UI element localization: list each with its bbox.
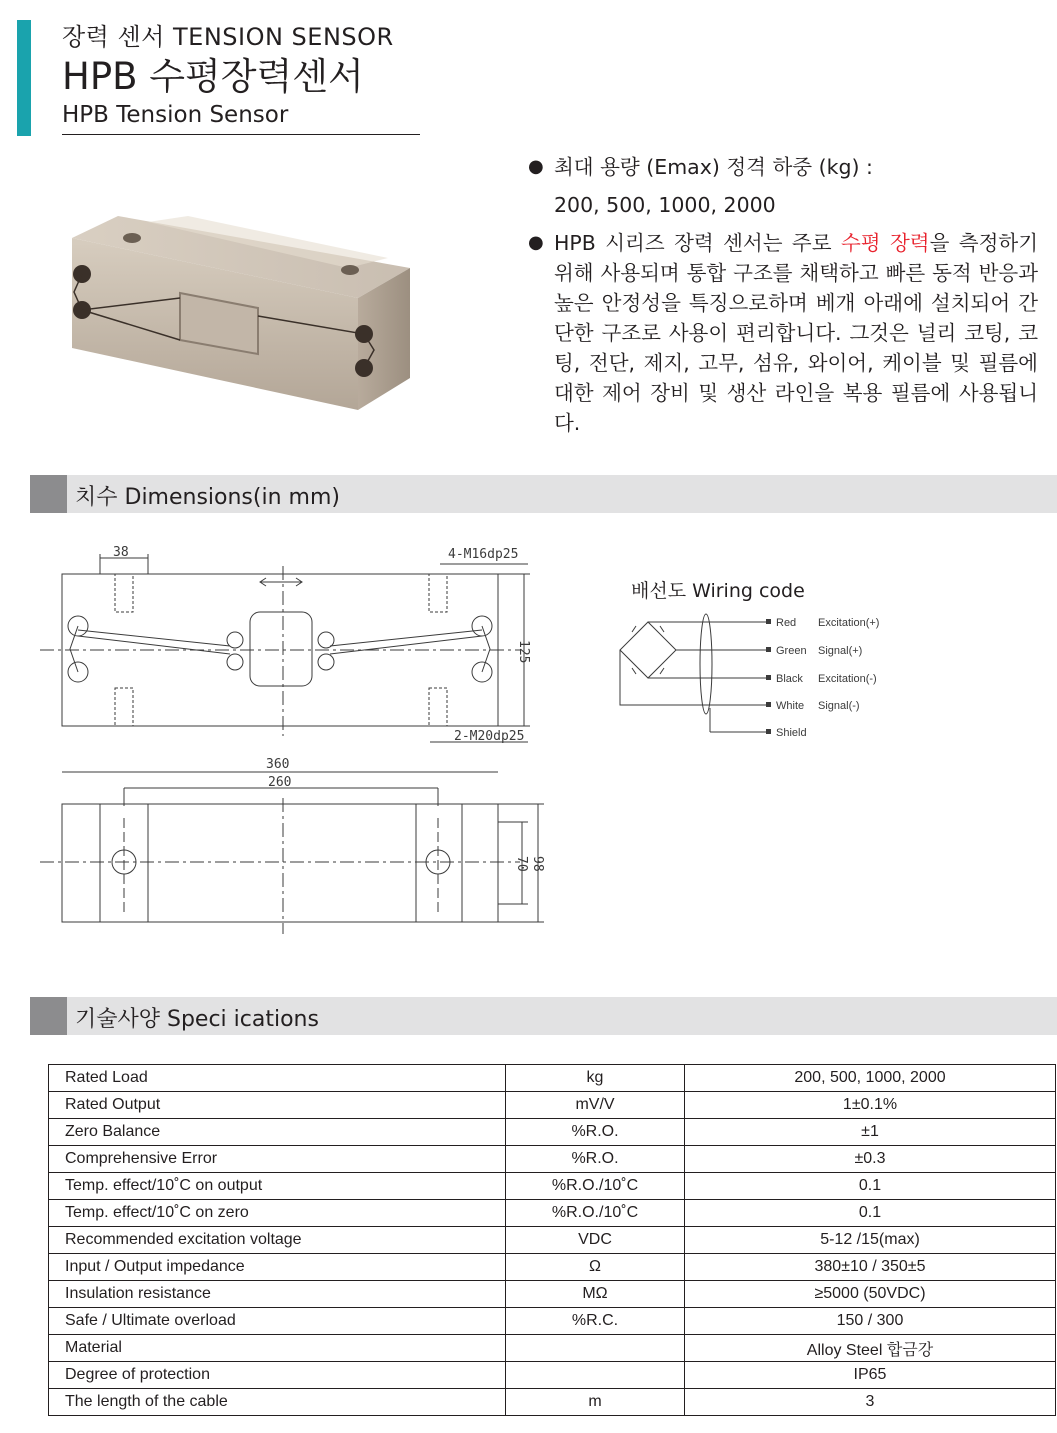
spec-param: Temp. effect/10˚C on output: [49, 1173, 506, 1200]
spec-table: [48, 1064, 1056, 1416]
spec-param: Input / Output impedance: [49, 1254, 506, 1281]
table-row: [49, 1146, 1056, 1173]
wire-label-function: Excitation(-): [818, 673, 877, 685]
spec-unit: VDC: [506, 1227, 685, 1254]
dim-98: 98: [530, 856, 545, 872]
section-tab: [30, 997, 67, 1035]
wire-label-color: Red: [776, 617, 797, 629]
category-label: 장력 센서 TENSION SENSOR: [62, 23, 394, 51]
spec-value: ≥5000 (50VDC): [685, 1281, 1056, 1308]
dim-38: 38: [113, 545, 129, 560]
spec-value: 0.1: [685, 1200, 1056, 1227]
table-row: [49, 1335, 1056, 1362]
spec-value: 150 / 300: [685, 1308, 1056, 1335]
capacity-item: [528, 152, 1038, 182]
spec-value: ±1: [685, 1119, 1056, 1146]
spec-value: Alloy Steel 합금강: [685, 1335, 1056, 1362]
table-row: [49, 1281, 1056, 1308]
capacity-label: 최대 용량 (Emax) 정격 하중 (kg) :: [554, 155, 873, 179]
header-rule: [62, 134, 420, 135]
table-row: [49, 1389, 1056, 1416]
wire-label-function: Signal(-): [818, 700, 860, 712]
spec-value: IP65: [685, 1362, 1056, 1389]
spec-param: Insulation resistance: [49, 1281, 506, 1308]
table-row: [49, 1173, 1056, 1200]
table-row: [49, 1362, 1056, 1389]
page-title: HPB 수평장력센서: [62, 55, 364, 98]
section-header-dimensions: [30, 475, 1057, 513]
dim-360: 360: [266, 757, 290, 772]
table-row: [49, 1092, 1056, 1119]
spec-unit: %R.O./10˚C: [506, 1173, 685, 1200]
spec-unit: %R.O.: [506, 1146, 685, 1173]
thread-bottom: 2-M20dp25: [454, 729, 525, 744]
wire-label-color: White: [776, 700, 805, 712]
description-text-pre: HPB 시리즈 장력 센서는 주로: [554, 231, 841, 255]
spec-param: Rated Output: [49, 1092, 506, 1119]
wire-label-color: Shield: [776, 727, 807, 739]
spec-param: Safe / Ultimate overload: [49, 1308, 506, 1335]
description: [528, 152, 1038, 444]
spec-unit: %R.O./10˚C: [506, 1200, 685, 1227]
table-row: [49, 1119, 1056, 1146]
thread-top: 4-M16dp25: [448, 547, 519, 562]
side-view-body: [62, 804, 498, 922]
wiring-diagram: [600, 578, 900, 748]
bullet-icon: ●: [528, 156, 544, 177]
wire-label-function: Excitation(+): [818, 617, 880, 629]
section-title-specifications: 기술사양 Speci ications: [75, 1007, 319, 1032]
spec-unit: mV/V: [506, 1092, 685, 1119]
spec-value: 380±10 / 350±5: [685, 1254, 1056, 1281]
wire-label-function: Signal(+): [818, 645, 863, 657]
dim-70: 70: [514, 856, 529, 872]
spec-value: 5-12 /15(max): [685, 1227, 1056, 1254]
spec-unit: %R.C.: [506, 1308, 685, 1335]
capacity-values: 200, 500, 1000, 2000: [554, 193, 776, 217]
spec-unit: m: [506, 1389, 685, 1416]
spec-param: Comprehensive Error: [49, 1146, 506, 1173]
table-row: [49, 1308, 1056, 1335]
table-row: [49, 1065, 1056, 1092]
description-item: [528, 228, 1038, 438]
section-tab: [30, 475, 67, 513]
spec-unit: %R.O.: [506, 1119, 685, 1146]
spec-unit: [506, 1335, 685, 1362]
spec-param: The length of the cable: [49, 1389, 506, 1416]
spec-param: Temp. effect/10˚C on zero: [49, 1200, 506, 1227]
table-row: [49, 1227, 1056, 1254]
spec-param: Rated Load: [49, 1065, 506, 1092]
spec-unit: kg: [506, 1065, 685, 1092]
spec-value: 1±0.1%: [685, 1092, 1056, 1119]
spec-value: 200, 500, 1000, 2000: [685, 1065, 1056, 1092]
spec-unit: Ω: [506, 1254, 685, 1281]
wire-label-color: Black: [776, 673, 803, 685]
section-header-specifications: [30, 997, 1057, 1035]
dim-125: 125: [516, 640, 531, 664]
dim-260: 260: [268, 775, 292, 790]
spec-value: 0.1: [685, 1173, 1056, 1200]
description-text-post: 을 측정하기 위해 사용되며 통합 구조를 채택하고 빠른 동적 반응과 높은 안정성을 특징으로하며 베개 아래에 설치되어 간단한 구조로 사용이 편리합니다. 그것은 널리 코팅, 코팅, 전단, 제지, 고무, 섬유, 와이어, 케이블 및 필름에 대한 제어 장비 및 생산 라인을 복용 필름에 사용됩니다.: [554, 231, 1039, 435]
page-subtitle: HPB Tension Sensor: [62, 102, 289, 128]
section-title-dimensions: 치수 Dimensions(in mm): [75, 485, 340, 510]
dimension-drawing: [40, 536, 560, 946]
spec-param: Degree of protection: [49, 1362, 506, 1389]
spec-unit: MΩ: [506, 1281, 685, 1308]
spec-param: Recommended excitation voltage: [49, 1227, 506, 1254]
spec-param: Zero Balance: [49, 1119, 506, 1146]
description-highlight: 수평 장력: [840, 231, 930, 255]
accent-bar: [17, 20, 31, 136]
spec-value: 3: [685, 1389, 1056, 1416]
spec-param: Material: [49, 1335, 506, 1362]
table-row: [49, 1254, 1056, 1281]
table-row: [49, 1200, 1056, 1227]
wire-label-color: Green: [776, 645, 807, 657]
spec-value: ±0.3: [685, 1146, 1056, 1173]
wiring-title: 배선도 Wiring code: [631, 580, 805, 602]
bullet-icon: ●: [528, 232, 544, 253]
spec-unit: [506, 1362, 685, 1389]
product-photo: [58, 198, 418, 418]
